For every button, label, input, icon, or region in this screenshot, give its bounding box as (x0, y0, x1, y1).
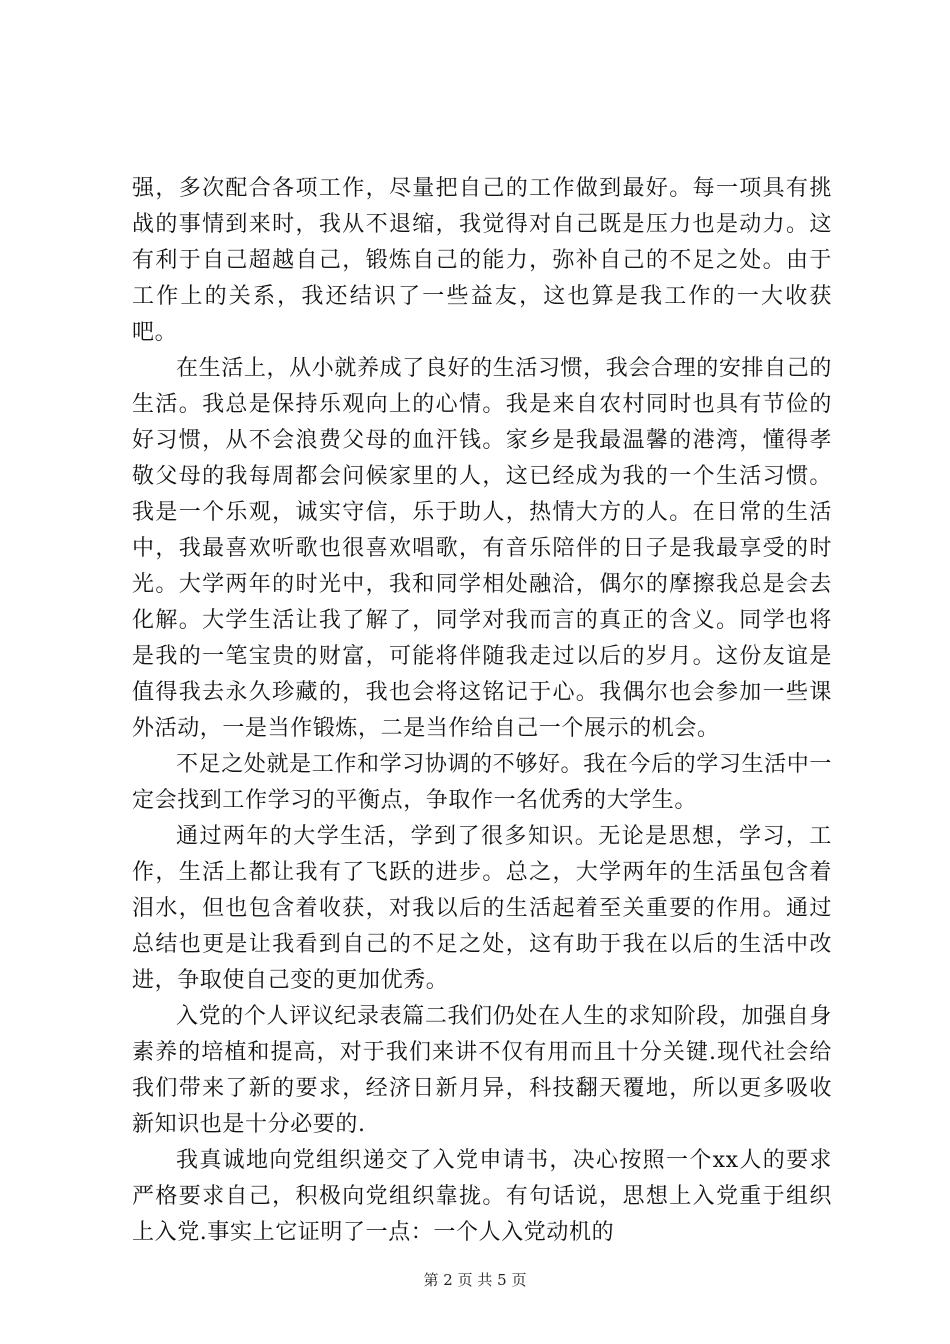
paragraph-part-two: 入党的个人评议纪录表篇二我们仍处在人生的求知阶段，加强自身素养的培植和提高，对于我们来讲不仅有用而且十分关键.现代社会给我们带来了新的要求，经济日新月异，科技翻天覆地，所以更多吸收新知识也是十分必要的. (132, 1004, 832, 1137)
paragraph-shortcomings: 不足之处就是工作和学习协调的不够好。我在今后的学习生活中一定会找到工作学习的平衡点，争取作一名优秀的大学生。 (132, 752, 832, 813)
paragraph-continuation: 强，多次配合各项工作，尽量把自己的工作做到最好。每一项具有挑战的事情到来时，我从不退缩，我觉得对自己既是压力也是动力。这有利于自己超越自己，锻炼自己的能力，弥补自己的不足之处。由于工作上的关系，我还结识了一些益友，这也算是我工作的一大收获吧。 (132, 176, 832, 345)
document-body (132, 171, 832, 1251)
paragraph-summary: 通过两年的大学生活，学到了很多知识。无论是思想，学习，工作，生活上都让我有了飞跃的进步。总之，大学两年的生活虽包含着泪水，但也包含着收获，对我以后的生活起着至关重要的作用。通过总结也更是让我看到自己的不足之处，这有助于我在以后的生活中改进，争取使自己变的更加优秀。 (132, 824, 832, 993)
page-number-footer: 第 2 页 共 5 页 (423, 1271, 527, 1289)
paragraph-application: 我真诚地向党组织递交了入党申请书，决心按照一个xx人的要求严格要求自己，积极向党组织靠拢。有句话说，思想上入党重于组织上入党.事实上它证明了一点：一个人入党动机的 (132, 1148, 832, 1245)
paragraph-life: 在生活上，从小就养成了良好的生活习惯，我会合理的安排自己的生活。我总是保持乐观向上的心情。我是来自农村同时也具有节俭的好习惯，从不会浪费父母的血汗钱。家乡是我最温馨的港湾，懂得孝敬父母的我每周都会问候家里的人，这已经成为我的一个生活习惯。我是一个乐观，诚实守信，乐于助人，热情大方的人。在日常的生活中，我最喜欢听歌也很喜欢唱歌，有音乐陪伴的日子是我最享受的时光。大学两年的时光中，我和同学相处融洽，偶尔的摩擦我总是会去化解。大学生活让我了解了，同学对我而言的真正的含义。同学也将是我的一笔宝贵的财富，可能将伴随我走过以后的岁月。这份友谊是值得我去永久珍藏的，我也会将这铭记于心。我偶尔也会参加一些课外活动，一是当作锻炼，二是当作给自己一个展示的机会。 (132, 356, 832, 741)
